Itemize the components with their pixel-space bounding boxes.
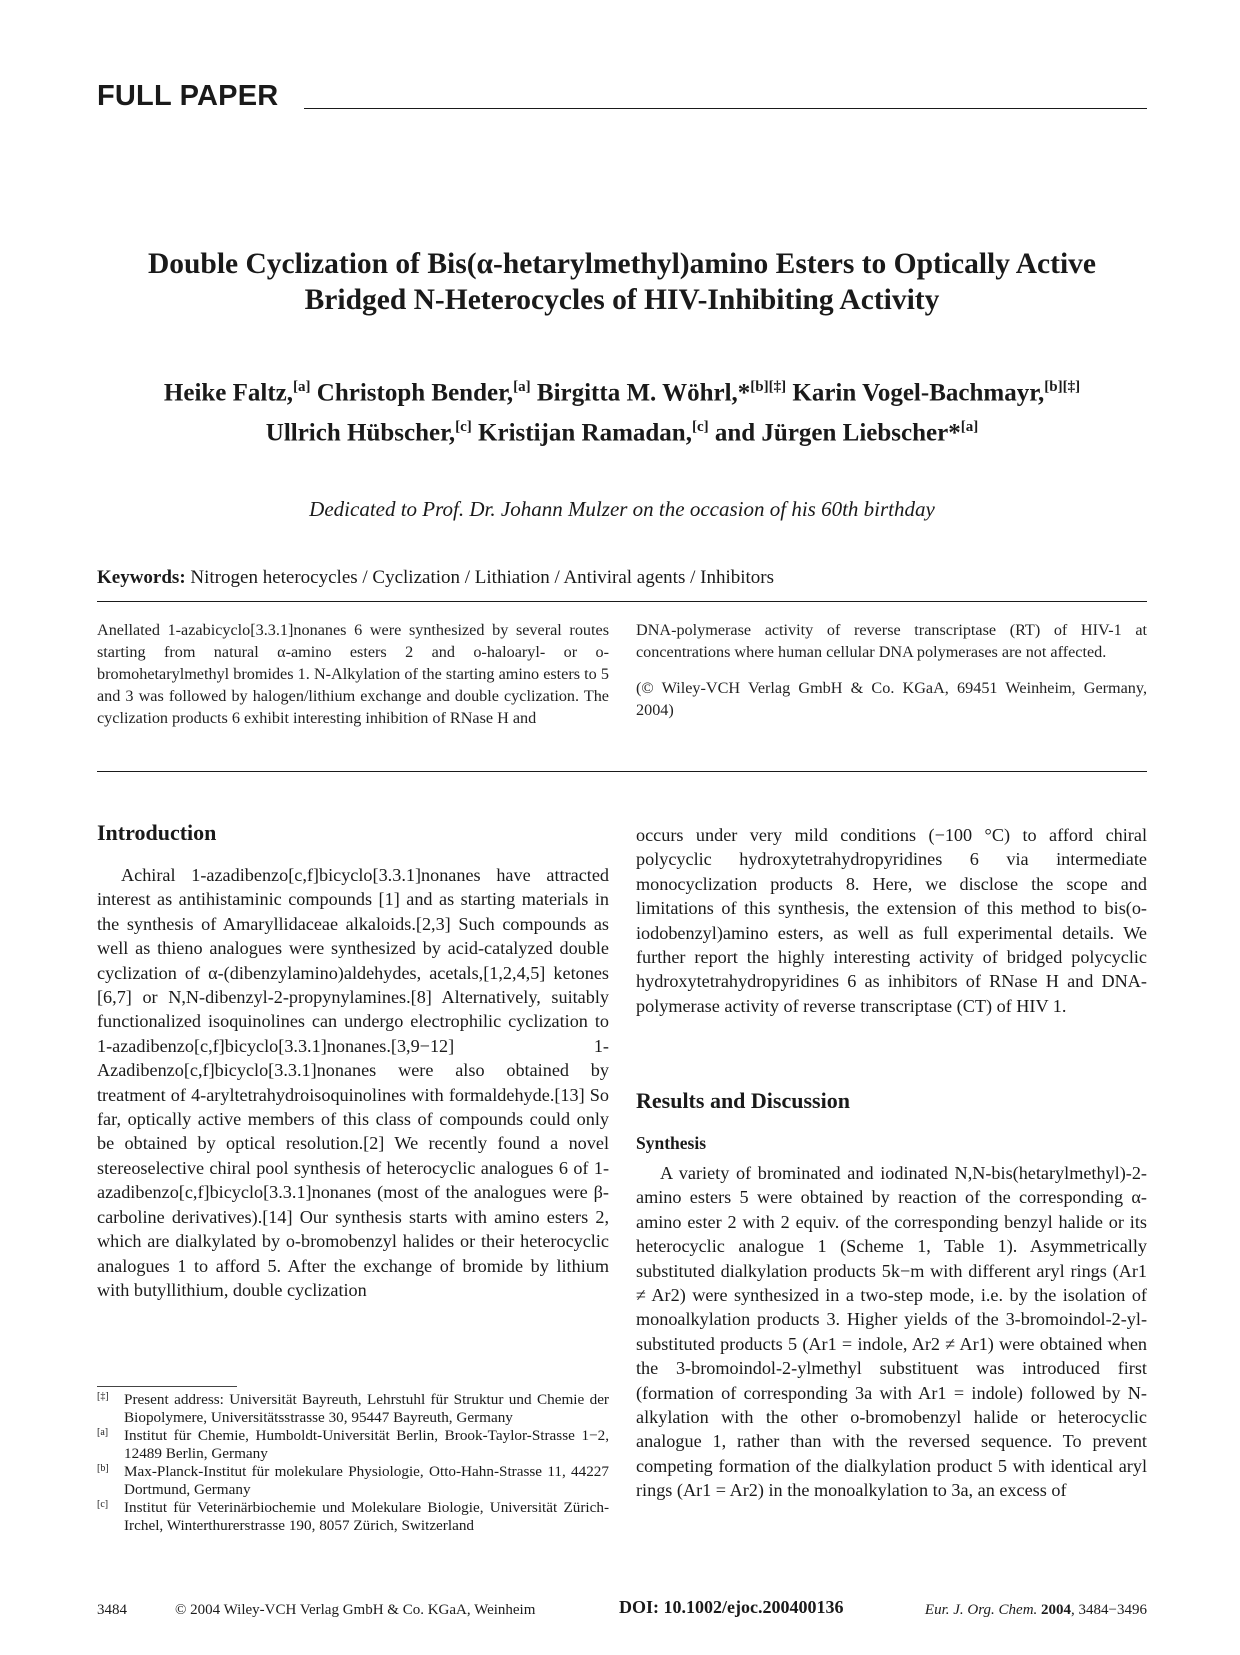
footnote-mark: [‡]	[97, 1391, 109, 1402]
author-name: Birgitta M. Wöhrl,*	[530, 379, 751, 407]
abstract-left: Anellated 1-azabicyclo[3.3.1]nonanes 6 were synthesized by several routes starting from natural α-amino esters 2 and o-haloaryl- or o-bromohetarylmethyl bromides 1. N-Alkylation of the starting amino esters to 5 and 3 was followed by halogen/lithium exchange and double cyclization. The cyclization products 6 exhibit interesting inhibition of RNase H and	[97, 621, 609, 727]
footnote	[97, 1499, 609, 1535]
title-line-2: Bridged N-Heterocycles of HIV-Inhibiting Activity	[304, 284, 940, 316]
footnote-mark: [a]	[97, 1427, 109, 1438]
affiliation-mark: [a]	[960, 419, 979, 436]
footnote	[97, 1463, 609, 1499]
affiliation-mark: [a]	[513, 379, 531, 395]
keywords	[97, 565, 1147, 591]
author-name: Heike Faltz,	[163, 379, 294, 407]
page-number: 3484	[97, 1602, 127, 1618]
footnotes	[97, 1386, 609, 1535]
author-name: Christoph Bender,	[310, 379, 514, 407]
introduction-continued	[636, 823, 1147, 1018]
affiliation-mark: [c]	[455, 419, 472, 436]
keywords-label: Keywords:	[97, 567, 186, 588]
affiliation-mark: [c]	[691, 419, 709, 436]
footer-copyright: © 2004 Wiley-VCH Verlag GmbH & Co. KGaA, Weinheim	[175, 1602, 536, 1618]
introduction-heading: Introduction	[97, 820, 217, 845]
footnote-text: Institut für Chemie, Humboldt-Universität Berlin, Brook-Taylor-Strasse 1−2, 12489 Berlin, Germany	[124, 1427, 609, 1462]
results-body	[636, 1161, 1147, 1503]
footnote-text: Present address: Universität Bayreuth, Lehrstuhl für Struktur und Chemie der Biopolymere, Universitätsstrasse 30, 95447 Bayreuth, Germany	[124, 1391, 609, 1426]
abstract-right-text: DNA-polymerase activity of reverse transcriptase (RT) of HIV-1 at concentrations where human cellular DNA polymerases are not affected.	[636, 621, 1147, 661]
footnote	[97, 1427, 609, 1463]
footnote-text: Max-Planck-Institut für molekulare Physiologie, Otto-Hahn-Strasse 11, 44227 Dortmund, Germany	[124, 1463, 609, 1498]
keywords-text: Nitrogen heterocycles / Cyclization / Lithiation / Antiviral agents / Inhibitors	[185, 567, 774, 588]
article-title	[97, 246, 1147, 318]
paragraph: occurs under very mild conditions (−100 °C) to afford chiral polycyclic hydroxytetrahydropyridines 6 via intermediate monocyclization products 8. Here, we disclose the scope and limitations of this synthesis, the extension of this method to bis(o-iodobenzyl)amino esters, as well as full experimental details. We further report the highly interesting activity of bridged polycyclic hydroxytetrahydropyridines 6 as inhibitors of RNase H and DNA-polymerase activity of reverse transcriptase (CT) of HIV 1.	[636, 825, 1147, 1016]
author-name: Karin Vogel-Bachmayr,	[786, 379, 1045, 407]
abstract-right	[636, 619, 1147, 721]
affiliation-mark: [b][‡]	[1044, 379, 1081, 395]
paragraph: A variety of brominated and iodinated N,N-bis(hetarylmethyl)-2-amino esters 5 were obtained by reaction of the corresponding α-amino ester 2 with 2 equiv. of the corresponding benzyl halide or its heterocyclic analogue 1 (Scheme 1, Table 1). Asymmetrically substituted dialkylation products 5k−m with different aryl rings (Ar1 ≠ Ar2) were synthesized in a two-step mode, i.e. by the isolation of monoalkylation products 3. Higher yields of the 3-bromoindol-2-yl-substituted products 5 (Ar1 = indole, Ar2 ≠ Ar1) were obtained when the 3-bromoindol-2-ylmethyl substituent was introduced first (formation of corresponding 3a with Ar1 = indole) followed by N-alkylation with the other o-bromobenzyl halide or heterocyclic analogue 1, rather than with the reversed sequence. To prevent competing formation of the dialkylation product 5 with identical aryl rings (Ar1 = Ar2) in the monoalkylation to 3a, an excess of	[636, 1163, 1147, 1501]
author-list	[97, 370, 1147, 451]
header-rule	[304, 108, 1147, 109]
journal-year: 2004	[1041, 1602, 1072, 1618]
title-line-1: Double Cyclization of Bis(α-hetarylmethyl)amino Esters to Optically Active	[147, 248, 1097, 280]
author-line-2	[97, 410, 1147, 450]
results-heading: Results and Discussion	[636, 1088, 850, 1113]
journal-citation	[925, 1600, 1147, 1620]
footnote-mark: [b]	[97, 1463, 109, 1474]
author-name: and Jürgen Liebscher*	[708, 419, 961, 447]
author-name: Kristijan Ramadan,	[471, 419, 692, 447]
abstract-rule	[97, 771, 1147, 772]
doi: DOI: 10.1002/ejoc.200400136	[619, 1597, 844, 1617]
affiliation-mark: [b][‡]	[750, 379, 787, 395]
abstract-copyright: (© Wiley-VCH Verlag GmbH & Co. KGaA, 69451 Weinheim, Germany, 2004)	[636, 679, 1147, 719]
synthesis-subheading: Synthesis	[636, 1133, 707, 1153]
results-section	[636, 1087, 1147, 1503]
author-name: Ullrich Hübscher,	[265, 419, 456, 447]
introduction-body	[97, 863, 609, 1302]
footnote-text: Institut für Veterinärbiochemie und Molekulare Biologie, Universität Zürich-Irchel, Winterthurerstrasse 190, 8057 Zürich, Switzerland	[124, 1499, 609, 1534]
journal-name: Eur. J. Org. Chem.	[924, 1602, 1038, 1618]
section-label: FULL PAPER	[97, 80, 279, 112]
footnote-rule	[97, 1386, 237, 1387]
dedication: Dedicated to Prof. Dr. Johann Mulzer on the occasion of his 60th birthday	[309, 497, 935, 521]
footnote-mark: [c]	[97, 1499, 109, 1510]
footnote	[97, 1391, 609, 1427]
affiliation-mark: [a]	[293, 379, 311, 395]
keywords-rule	[97, 601, 1147, 602]
paragraph: Achiral 1-azadibenzo[c,f]bicyclo[3.3.1]nonanes have attracted interest as antihistaminic compounds [1] and as starting materials in the synthesis of Amaryllidaceae alkaloids.[2,3] Such compounds as well as thieno analogues were synthesized by acid-catalyzed double cyclization of α-(dibenzylamino)aldehydes, acetals,[1,2,4,5] ketones [6,7] or N,N-dibenzyl-2-propynylamines.[8] Alternatively, suitably functionalized isoquinolines can undergo electrophilic cyclization to 1-azadibenzo[c,f]bicyclo[3.3.1]nonanes.[3,9−12] 1-Azadibenzo[c,f]bicyclo[3.3.1]nonanes were also obtained by treatment of 4-aryltetrahydroisoquinolines with formaldehyde.[13] So far, optically active members of this class of compounds could only be obtained by optical resolution.[2] We recently found a novel stereoselective chiral pool synthesis of heterocyclic analogues 6 of 1-azadibenzo[c,f]bicyclo[3.3.1]nonanes (most of the analogues were β-carboline derivatives).[14] Our synthesis starts with amino esters 2, which are dialkylated by o-bromobenzyl halides or their heterocyclic analogues 1 to afford 5. After the exchange of bromide by lithium with butyllithium, double cyclization	[97, 865, 609, 1300]
running-header	[97, 76, 1147, 116]
author-line-1	[97, 370, 1147, 410]
journal-pages: , 3484−3496	[1071, 1602, 1147, 1618]
introduction-section	[97, 819, 609, 1302]
